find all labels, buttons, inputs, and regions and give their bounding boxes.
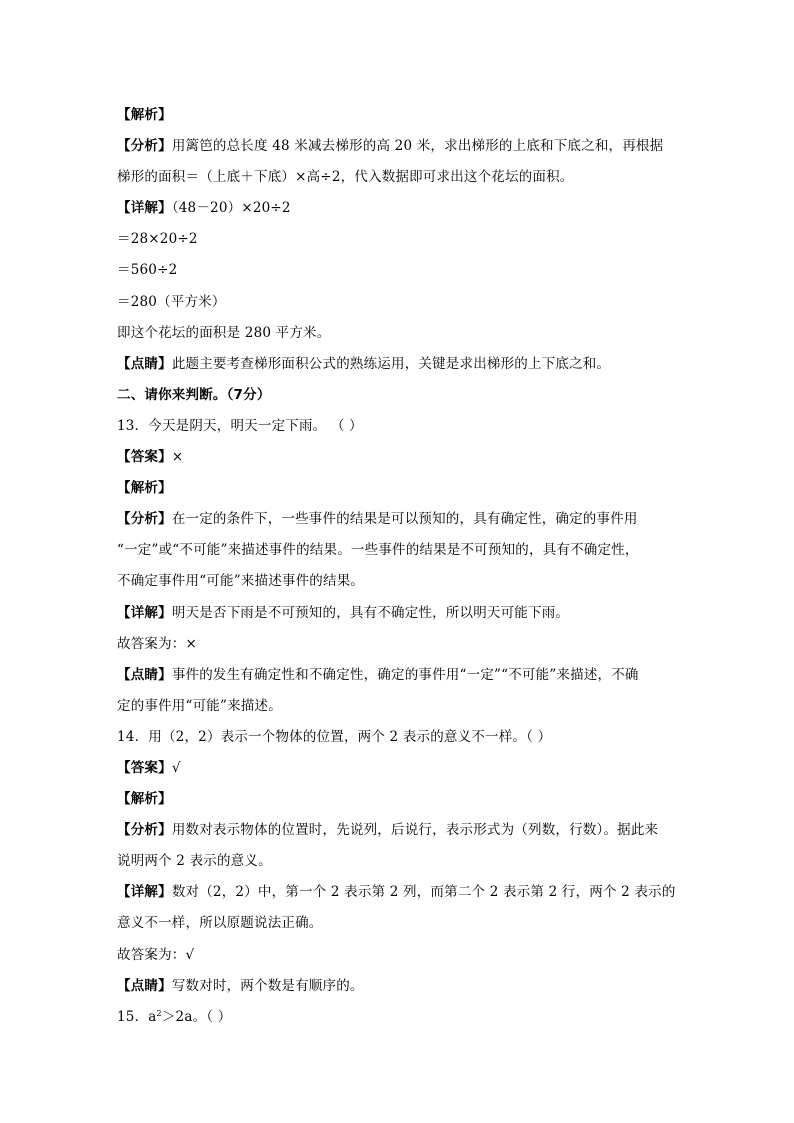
text-line bbox=[117, 877, 683, 908]
line-text: 意义不一样，所以原题说法正确。 bbox=[117, 915, 323, 932]
section-tag: 【分析】 bbox=[117, 822, 172, 839]
line-text: 明天是否下雨是不可预知的，具有不确定性，所以明天可能下雨。 bbox=[171, 604, 570, 621]
text-line bbox=[117, 971, 683, 1002]
line-text: 14．用（2，2）表示一个物体的位置，两个 2 表示的意义不一样。（ ） bbox=[117, 728, 552, 745]
line-text: 13．今天是阴天，明天一定下雨。 （ ） bbox=[117, 417, 363, 434]
text-line bbox=[117, 629, 683, 660]
line-text: 用篱笆的总长度 48 米减去梯形的高 20 米，求出梯形的上底和下底之和，再根据 bbox=[171, 138, 664, 155]
text-line bbox=[117, 162, 683, 193]
text-line bbox=[117, 131, 683, 162]
text-line bbox=[117, 349, 683, 380]
text-line bbox=[117, 691, 683, 722]
text-line bbox=[117, 722, 683, 753]
text-line bbox=[117, 287, 683, 318]
line-text: ＝280（平方米） bbox=[117, 293, 226, 310]
text-line bbox=[117, 660, 683, 691]
section-tag: 【详解】 bbox=[117, 200, 172, 217]
section-tag: 【分析】 bbox=[117, 138, 172, 155]
section-heading: 二、请你来判断。（7分） bbox=[117, 386, 271, 403]
document-page bbox=[117, 100, 683, 1033]
line-text: 说明两个 2 表示的意义。 bbox=[117, 853, 272, 870]
line-text: 写数对时，两个数是有顺序的。 bbox=[171, 977, 364, 994]
text-line bbox=[117, 598, 683, 629]
variable-a: a bbox=[148, 1008, 157, 1025]
text-line bbox=[117, 815, 683, 846]
line-text: 定的事件用“可能”来描述。 bbox=[117, 697, 282, 714]
text-line bbox=[117, 908, 683, 939]
line-text: 用数对表示物体的位置时，先说列，后说行，表示形式为（列数，行数）。据此来 bbox=[171, 822, 659, 839]
line-text: 此题主要考查梯形面积公式的熟练运用，关键是求出梯形的上下底之和。 bbox=[171, 355, 611, 372]
section-tag: 【解析】 bbox=[117, 107, 172, 123]
line-text: （48－20）×20÷2 bbox=[171, 200, 291, 217]
text-line bbox=[117, 566, 683, 597]
question-number: 15． bbox=[117, 1008, 149, 1025]
text-line bbox=[117, 442, 683, 473]
text-line bbox=[117, 504, 683, 535]
text-line bbox=[117, 784, 683, 815]
text-line bbox=[117, 255, 683, 286]
text-line bbox=[117, 753, 683, 784]
section-tag: 【答案】 bbox=[117, 449, 172, 466]
exponent: 2 bbox=[156, 1008, 162, 1018]
text-line bbox=[117, 846, 683, 877]
section-tag: 【分析】 bbox=[117, 511, 172, 528]
line-text: 数对（2，2）中，第一个 2 表示第 2 列，而第二个 2 表示第 2 行，两个 2 表示的 bbox=[171, 884, 676, 901]
section-tag: 【详解】 bbox=[117, 884, 172, 901]
text-line bbox=[117, 318, 683, 349]
question-15 bbox=[117, 1002, 683, 1033]
line-text: 在一定的条件下，一些事件的结果是可以预知的，具有确定性，确定的事件用 bbox=[171, 511, 638, 528]
section-tag: 【点睛】 bbox=[117, 666, 172, 683]
section-heading-line bbox=[117, 380, 683, 411]
text-line bbox=[117, 224, 683, 255]
text-line bbox=[117, 473, 683, 504]
line-text: 故答案为：× bbox=[117, 635, 198, 652]
section-tag: 【点睛】 bbox=[117, 355, 172, 372]
line-text: 梯形的面积＝（上底＋下底）×高÷2，代入数据即可求出这个花坛的面积。 bbox=[117, 169, 574, 186]
line-text: 故答案为：√ bbox=[117, 946, 195, 963]
section-tag: 【详解】 bbox=[117, 604, 172, 621]
section-tag: 【解析】 bbox=[117, 791, 172, 808]
line-text: ＝560÷2 bbox=[117, 262, 178, 279]
line-text: 即这个花坛的面积是 280 平方米。 bbox=[117, 324, 331, 341]
section-tag: 【点睛】 bbox=[117, 977, 172, 994]
line-text: “一定”或“不可能”来描述事件的结果。一些事件的结果是不可预知的，具有不确定性， bbox=[117, 542, 639, 559]
document-body bbox=[117, 100, 683, 1002]
line-text: √ bbox=[171, 759, 181, 776]
line-text: × bbox=[171, 449, 184, 466]
text-line bbox=[117, 100, 683, 131]
line-text: ＝28×20÷2 bbox=[117, 231, 198, 248]
text-line bbox=[117, 940, 683, 971]
question-text: ＞2a。（ ） bbox=[161, 1008, 232, 1025]
text-line bbox=[117, 535, 683, 566]
line-text: 事件的发生有确定性和不确定性，确定的事件用“一定”“不可能”来描述，不确 bbox=[171, 666, 639, 683]
text-line bbox=[117, 193, 683, 224]
line-text: 不确定事件用“可能”来描述事件的结果。 bbox=[117, 573, 365, 590]
text-line bbox=[117, 411, 683, 442]
section-tag: 【解析】 bbox=[117, 480, 172, 497]
section-tag: 【答案】 bbox=[117, 759, 172, 776]
